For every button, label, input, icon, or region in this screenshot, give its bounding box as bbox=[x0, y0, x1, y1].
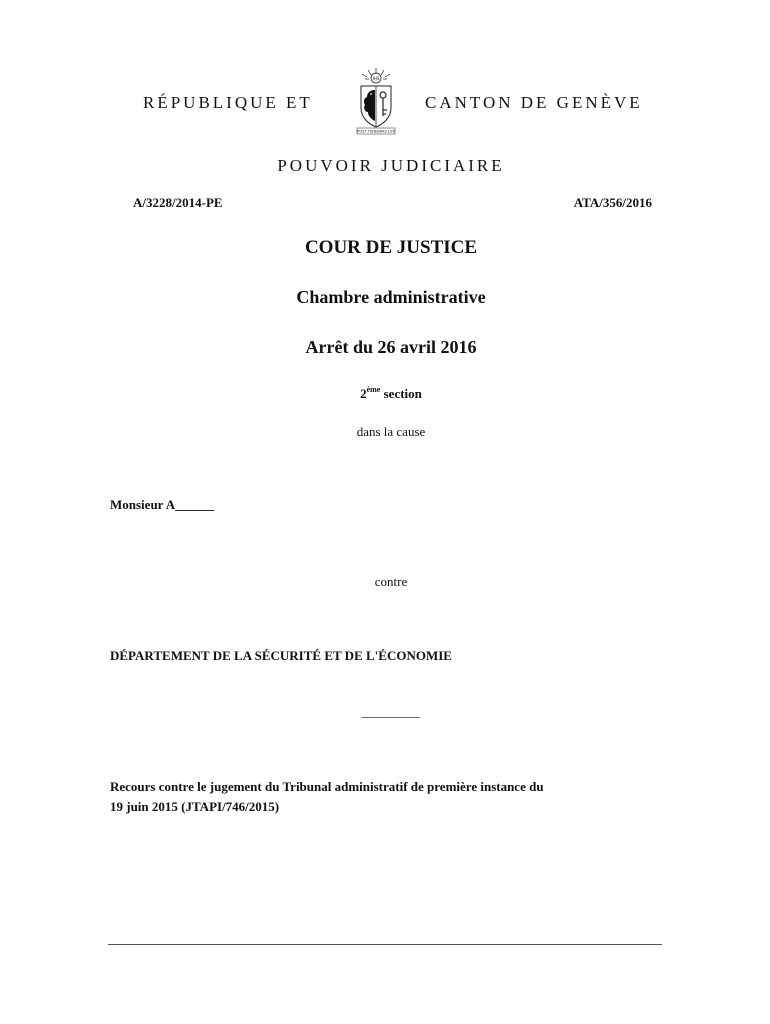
appeal-line-1: Recours contre le jugement du Tribunal administratif de première instance du bbox=[110, 779, 544, 794]
geneva-coat-of-arms-icon bbox=[352, 66, 400, 136]
respondent-name: DÉPARTEMENT DE LA SÉCURITÉ ET DE L'ÉCONOMIE bbox=[110, 648, 452, 663]
case-number: A/3228/2014-PE bbox=[133, 195, 223, 210]
cause-intro: dans la cause bbox=[356, 424, 426, 439]
section-text: section bbox=[380, 386, 422, 401]
crest-motto: POST TENEBRAS LUX bbox=[357, 129, 395, 134]
section-superscript: ème bbox=[366, 385, 381, 394]
header-republique: RÉPUBLIQUE ET bbox=[143, 93, 313, 112]
chamber-title: Chambre administrative bbox=[296, 287, 486, 307]
footer-divider bbox=[108, 944, 662, 945]
versus-label: contre bbox=[374, 574, 408, 589]
section-label bbox=[0, 386, 770, 402]
header-canton: CANTON DE GENÈVE bbox=[425, 93, 643, 112]
decision-number: ATA/356/2016 bbox=[573, 195, 652, 210]
separator-line: _________ bbox=[361, 704, 421, 719]
appeal-description bbox=[110, 777, 650, 817]
svg-text:IHS: IHS bbox=[372, 76, 380, 81]
appellant-name: Monsieur A______ bbox=[110, 497, 215, 512]
decision-date: Arrêt du 26 avril 2016 bbox=[305, 337, 477, 357]
header-pouvoir-judiciaire: POUVOIR JUDICIAIRE bbox=[277, 156, 505, 175]
section-number: 2 bbox=[360, 386, 367, 401]
court-title: COUR DE JUSTICE bbox=[304, 237, 478, 258]
appeal-line-2: 19 juin 2015 (JTAPI/746/2015) bbox=[110, 799, 280, 814]
